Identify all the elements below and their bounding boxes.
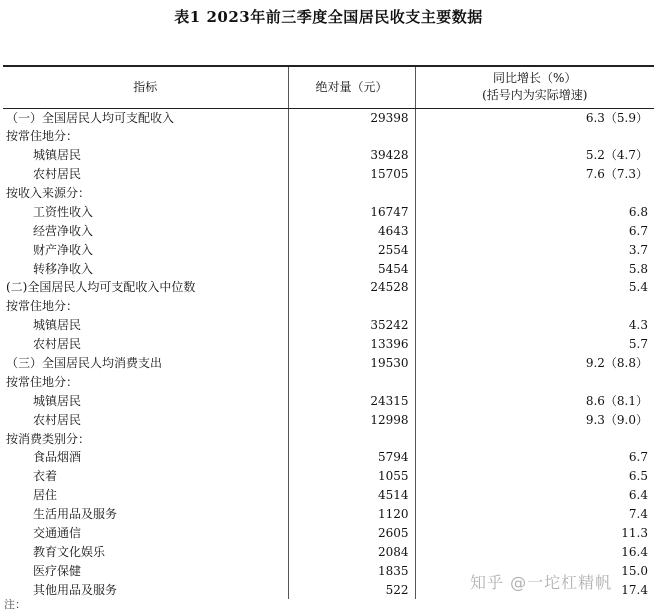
row-label: 按消费类别分： — [6, 431, 91, 446]
row-label: 按常住地分： — [6, 374, 79, 389]
table-row — [3, 372, 654, 391]
row-absolute-value: 5454 — [288, 259, 415, 278]
table-row — [3, 108, 654, 127]
table-body — [3, 108, 654, 599]
row-growth: 5.4 — [415, 278, 654, 297]
row-label: 财产净收入 — [33, 242, 94, 257]
table-row — [3, 524, 654, 543]
row-absolute-value: 13396 — [288, 335, 415, 354]
row-absolute-value: 12998 — [288, 410, 415, 429]
row-growth: 6.4 — [415, 486, 654, 505]
row-label: 农村居民 — [33, 337, 82, 352]
row-label: 城镇居民 — [33, 148, 82, 163]
table-row — [3, 410, 654, 429]
table-row — [3, 278, 654, 297]
row-growth: 7.4 — [415, 505, 654, 524]
table-row — [3, 486, 654, 505]
table-row — [3, 316, 654, 335]
row-label: 教育文化娱乐 — [33, 544, 106, 559]
row-label: （三）全国居民人均消费支出 — [6, 356, 163, 371]
row-label: 经营净收入 — [33, 223, 94, 238]
row-growth: 17.4 — [415, 580, 654, 599]
row-growth: 6.8 — [415, 202, 654, 221]
row-absolute-value: 39428 — [288, 146, 415, 165]
row-label: (二)全国居民人均可支配收入中位数 — [6, 280, 196, 295]
row-growth: 6.7 — [415, 221, 654, 240]
row-absolute-value: 35242 — [288, 316, 415, 335]
row-absolute-value — [288, 127, 415, 146]
footnote: 注： — [4, 598, 26, 611]
row-absolute-value: 2084 — [288, 542, 415, 561]
row-growth: 7.6（7.3） — [415, 165, 654, 184]
table-title: 表1 2023年前三季度全国居民收支主要数据 — [174, 8, 483, 26]
table-row — [3, 542, 654, 561]
row-label: 城镇居民 — [33, 393, 82, 408]
table-row — [3, 354, 654, 373]
row-growth: 9.2（8.8） — [415, 354, 654, 373]
row-growth — [415, 184, 654, 203]
row-absolute-value: 5794 — [288, 448, 415, 467]
row-absolute-value — [288, 372, 415, 391]
row-label: 食品烟酒 — [33, 450, 82, 465]
header-absolute-value: 绝对量（元） — [288, 66, 415, 108]
table-row — [3, 202, 654, 221]
table-header-row — [3, 66, 654, 108]
row-label: 转移净收入 — [33, 261, 94, 276]
data-table — [3, 65, 654, 599]
row-absolute-value — [288, 429, 415, 448]
row-growth: 8.6（8.1） — [415, 391, 654, 410]
row-label: 按常住地分： — [6, 299, 79, 314]
row-absolute-value: 1055 — [288, 467, 415, 486]
row-label: 交通通信 — [33, 526, 82, 541]
row-label: 衣着 — [33, 469, 58, 484]
table-row — [3, 391, 654, 410]
row-label: 其他用品及服务 — [33, 582, 118, 597]
row-label: 工资性收入 — [33, 204, 94, 219]
row-growth: 16.4 — [415, 542, 654, 561]
row-growth — [415, 297, 654, 316]
row-growth: 6.7 — [415, 448, 654, 467]
table-row — [3, 259, 654, 278]
row-absolute-value: 2554 — [288, 240, 415, 259]
row-absolute-value: 522 — [288, 580, 415, 599]
header-growth-line1: 同比增长（%） — [493, 71, 577, 86]
row-absolute-value — [288, 184, 415, 203]
row-label: 医疗保健 — [33, 563, 82, 578]
table-row — [3, 505, 654, 524]
row-growth: 5.8 — [415, 259, 654, 278]
table-row — [3, 467, 654, 486]
row-label: 按常住地分： — [6, 129, 79, 144]
row-growth — [415, 127, 654, 146]
row-absolute-value: 2605 — [288, 524, 415, 543]
watermark: 知乎 @一坨杠精帆 — [470, 573, 613, 592]
table-row — [3, 429, 654, 448]
row-growth: 9.3（9.0） — [415, 410, 654, 429]
row-label: 农村居民 — [33, 167, 82, 182]
row-label: 居住 — [33, 488, 58, 503]
row-growth: 3.7 — [415, 240, 654, 259]
row-growth: 6.3（5.9） — [415, 108, 654, 127]
row-absolute-value: 19530 — [288, 354, 415, 373]
header-growth-line2: (括号内为实际增速) — [482, 88, 588, 103]
table-row — [3, 146, 654, 165]
table-row — [3, 127, 654, 146]
header-indicator: 指标 — [3, 66, 288, 108]
row-absolute-value: 1835 — [288, 561, 415, 580]
row-growth: 15.0 — [415, 561, 654, 580]
row-absolute-value: 4643 — [288, 221, 415, 240]
row-growth — [415, 429, 654, 448]
table-row — [3, 240, 654, 259]
table-row — [3, 297, 654, 316]
table-row — [3, 165, 654, 184]
row-absolute-value: 29398 — [288, 108, 415, 127]
row-growth: 5.2（4.7） — [415, 146, 654, 165]
row-absolute-value: 16747 — [288, 202, 415, 221]
row-label: 按收入来源分： — [6, 186, 91, 200]
row-absolute-value: 24528 — [288, 278, 415, 297]
row-label: 农村居民 — [33, 412, 82, 427]
row-growth — [415, 372, 654, 391]
row-absolute-value: 24315 — [288, 391, 415, 410]
table-row — [3, 335, 654, 354]
row-label: 生活用品及服务 — [33, 507, 118, 522]
row-absolute-value — [288, 297, 415, 316]
row-growth: 6.5 — [415, 467, 654, 486]
row-growth: 5.7 — [415, 335, 654, 354]
table-row — [3, 448, 654, 467]
row-growth: 4.3 — [415, 316, 654, 335]
row-absolute-value: 4514 — [288, 486, 415, 505]
header-growth — [415, 66, 654, 108]
row-absolute-value: 1120 — [288, 505, 415, 524]
row-growth: 11.3 — [415, 524, 654, 543]
row-label: 城镇居民 — [33, 318, 82, 333]
row-absolute-value: 15705 — [288, 165, 415, 184]
table-row — [3, 221, 654, 240]
table-row — [3, 184, 654, 203]
row-label: （一）全国居民人均可支配收入 — [6, 110, 175, 125]
